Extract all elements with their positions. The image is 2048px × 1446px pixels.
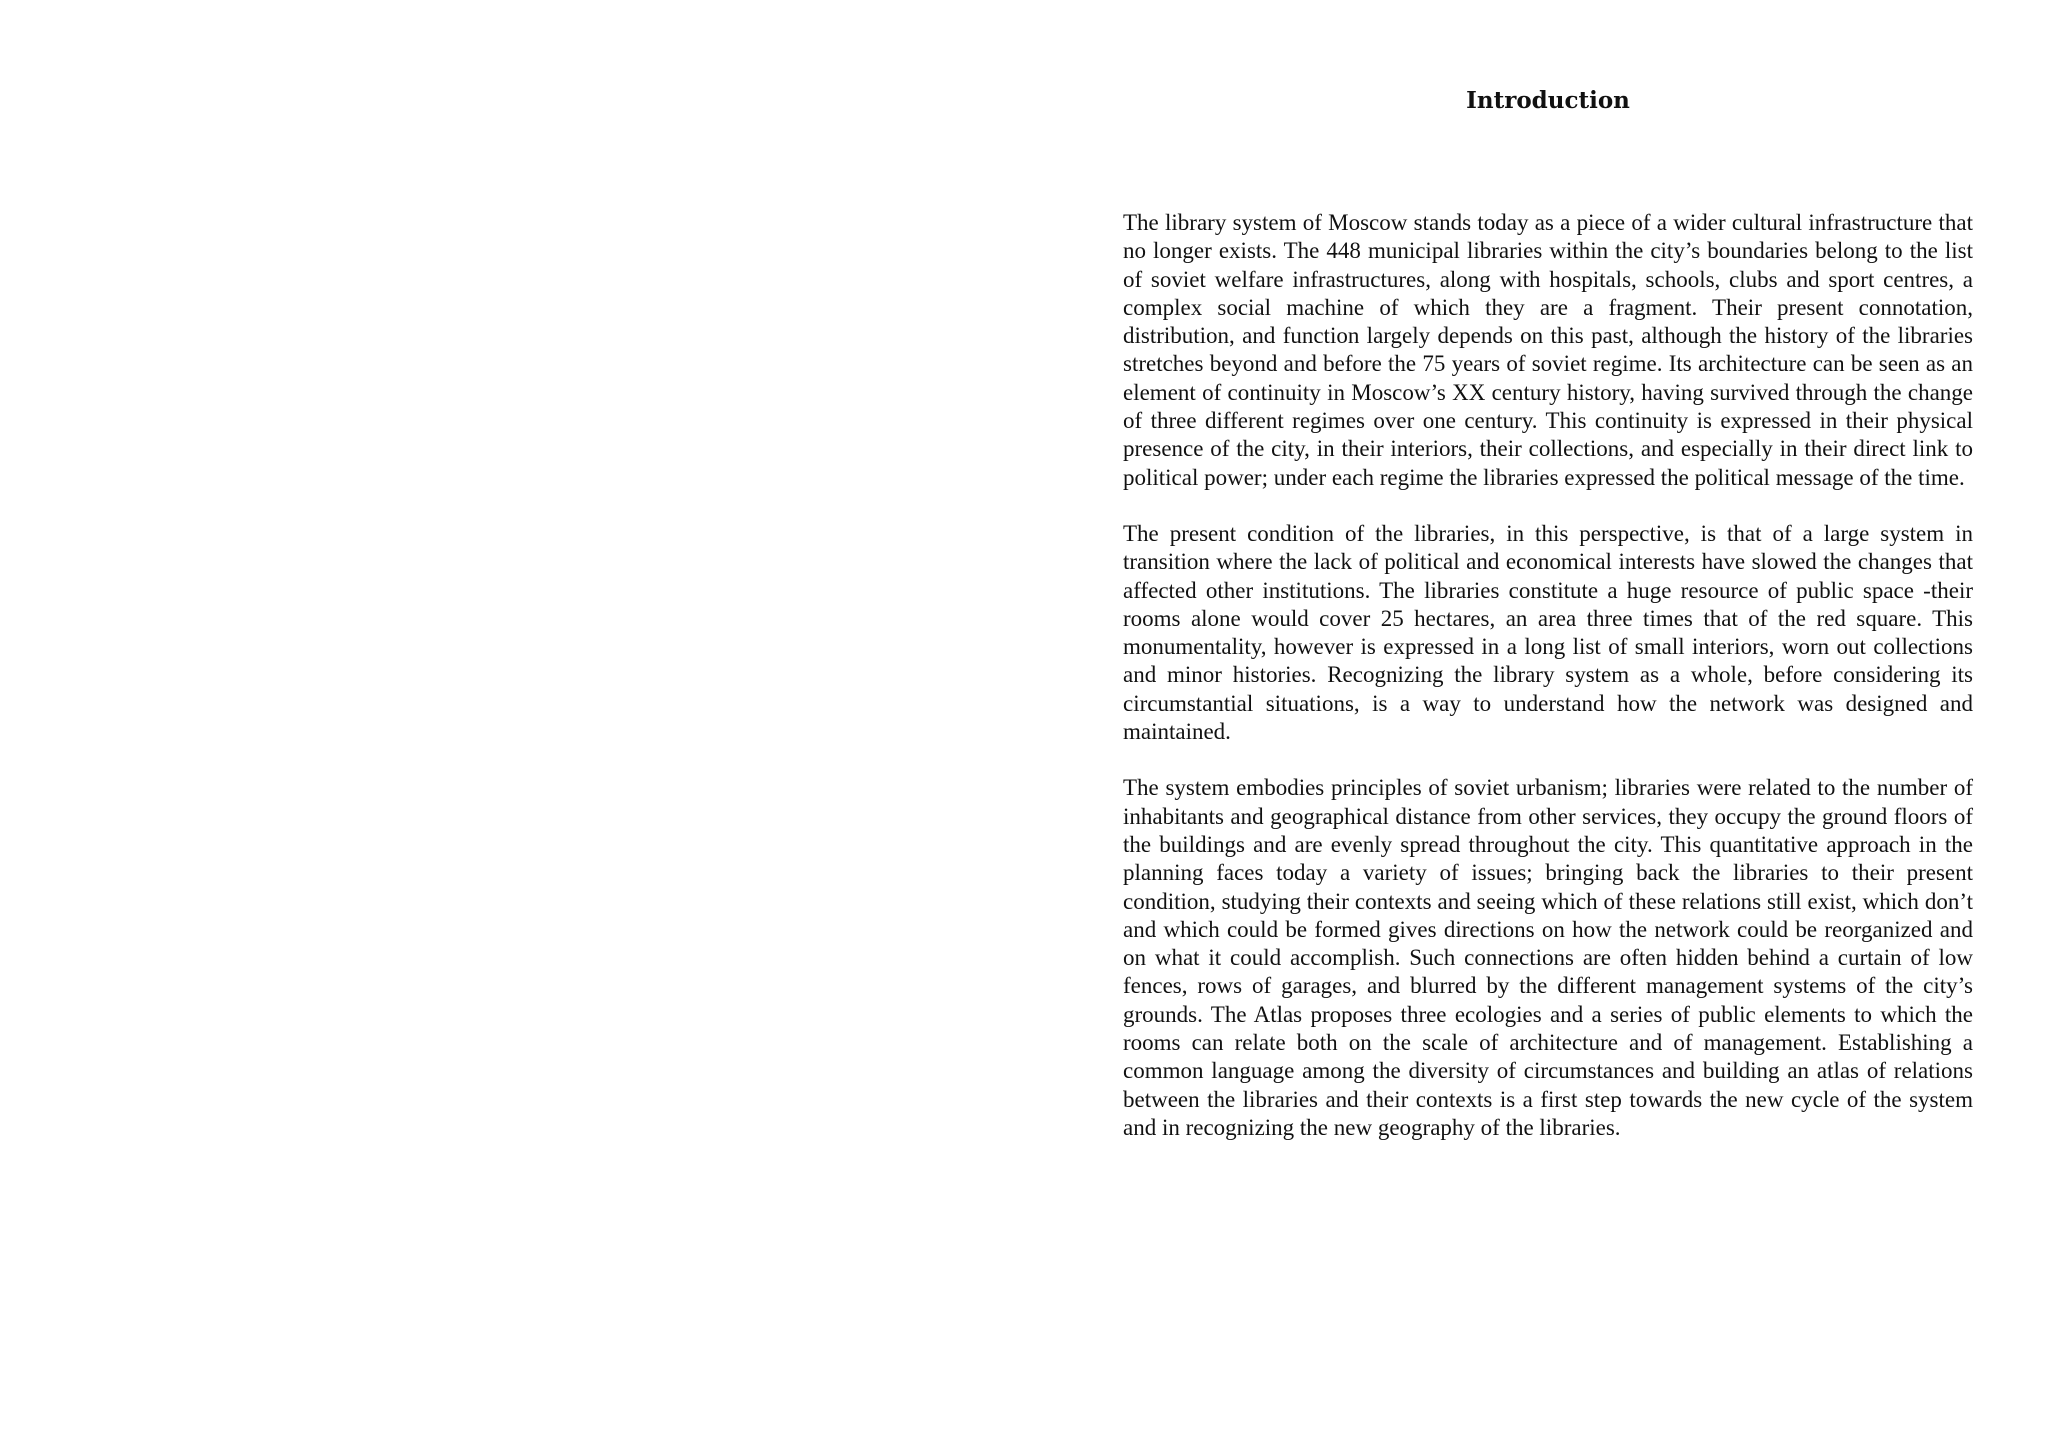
- paragraph-3: The system embodies principles of soviet urbanism; libraries were related to the number of inhabitants and geographical distance from other services, they occupy the ground floors of the buildings and are evenly spread throughout the city. This quantitative approach in the planning faces today a variety of issues; bringing back the libraries to their present condition, studying their contexts and seeing which of these relations still exist, which don’t and which could be formed gives directions on how the network could be reorganized and on what it could accomplish. Such connections are often hidden behind a curtain of low fences, rows of garages, and blurred by the different management systems of the city’s grounds. The Atlas proposes three ecologies and a series of public elements to which the rooms can relate both on the scale of architecture and of management. Establishing a common language among the diversity of circumstances and building an atlas of relations between the libraries and their contexts is a first step towards the new cycle of the system and in recognizing the new geography of the libraries.: [1123, 775, 1973, 1140]
- paragraph-1: The library system of Moscow stands today as a piece of a wider cultural infrastructure that no longer exists. The 448 municipal libraries within the city’s boundaries belong to the list of soviet welfare infrastructures, along with hospitals, schools, clubs and sport centres, a complex social machine of which they are a fragment. Their present connotation, distribution, and function largely depends on this past, although the history of the libraries stretches beyond and before the 75 years of soviet regime. Its architecture can be seen as an element of continuity in Moscow’s XX century history, having survived through the change of three different regimes over one century. This continuity is expressed in their physical presence of the city, in their interiors, their collections, and especially in their direct link to political power; under each regime the libraries expressed the political message of the time.: [1123, 210, 1973, 490]
- paragraph-2: The present condition of the libraries, in this perspective, is that of a large system in transition where the lack of political and economical interests have slowed the changes that affected other institutions. The libraries constitute a huge resource of public space -their rooms alone would cover 25 hectares, an area three times that of the red square. This monumentality, however is expressed in a long list of small interiors, worn out collections and minor histories. Recognizing the library system as a whole, before considering its circumstantial situations, is a way to understand how the network was designed and maintained.: [1123, 520, 1973, 745]
- body-text: [1123, 209, 1973, 1170]
- page-title: Introduction: [1466, 87, 1630, 114]
